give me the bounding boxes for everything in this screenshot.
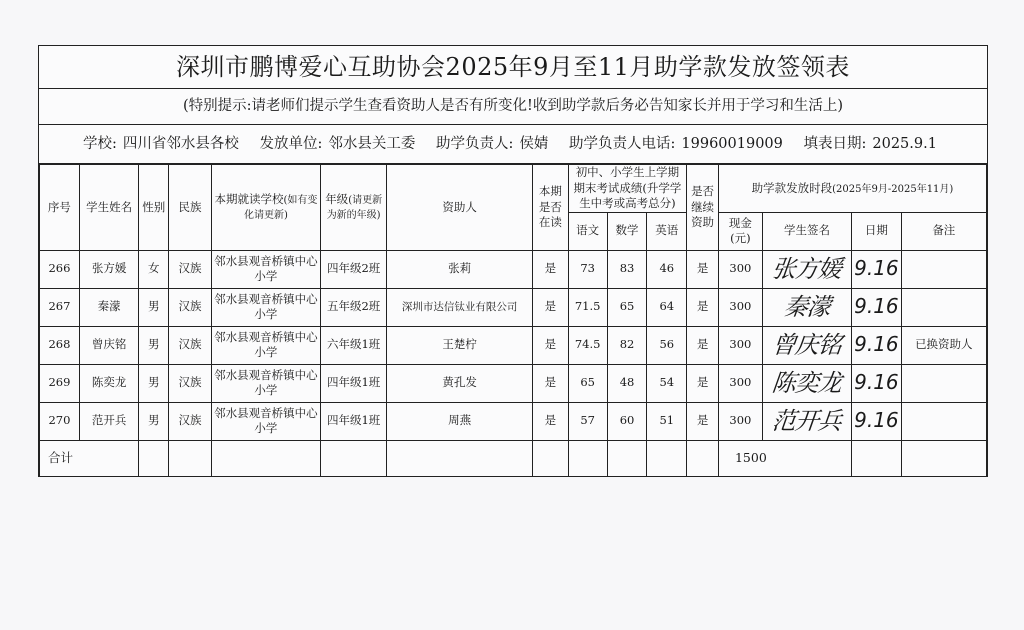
school-value: 四川省邻水县各校 [122, 136, 239, 152]
total-cash: 1500 [718, 440, 851, 476]
cell-chinese: 71.5 [568, 288, 607, 326]
contact-label: 助学负责人: [436, 136, 514, 152]
cell-chinese: 73 [568, 250, 607, 288]
col-enrolled: 本期是否在读 [532, 165, 568, 251]
cell-sponsor: 黄孔发 [387, 364, 533, 402]
cell-enrolled: 是 [532, 326, 568, 364]
handwritten-date: 9.16 [854, 332, 899, 357]
table-row [40, 288, 987, 326]
table-row [40, 326, 987, 364]
cell-remark: 已换资助人 [901, 326, 986, 364]
cell-grade: 五年级2班 [320, 288, 386, 326]
cell-continue: 是 [687, 250, 719, 288]
cell-signature [762, 288, 851, 326]
cell-english: 46 [647, 250, 687, 288]
col-chinese: 语文 [568, 212, 607, 250]
cell-remark [901, 364, 986, 402]
cell-grade: 六年级1班 [320, 326, 386, 364]
col-name: 学生姓名 [79, 165, 139, 251]
cell-date [852, 364, 902, 402]
cell-cash: 300 [718, 326, 762, 364]
disbursement-table [39, 164, 987, 477]
col-gender: 性别 [139, 165, 169, 251]
cell-seq: 266 [40, 250, 80, 288]
cell-gender: 男 [139, 288, 169, 326]
col-remark: 备注 [901, 212, 986, 250]
cell-ethnicity: 汉族 [169, 326, 212, 364]
cell-continue: 是 [687, 288, 719, 326]
cell-math: 60 [607, 402, 647, 440]
handwritten-signature: 范开兵 [770, 406, 843, 435]
col-school: 本期就读学校(如有变化请更新) [211, 165, 320, 251]
cell-remark [901, 250, 986, 288]
cell-english: 56 [647, 326, 687, 364]
phone-value: 19960019009 [681, 136, 783, 152]
col-signature: 学生签名 [762, 212, 851, 250]
col-ethnicity: 民族 [169, 165, 212, 251]
cell-grade: 四年级2班 [320, 250, 386, 288]
handwritten-date: 9.16 [854, 256, 899, 281]
cell-cash: 300 [718, 402, 762, 440]
cell-school: 邻水县观音桥镇中心小学 [211, 364, 320, 402]
col-math: 数学 [607, 212, 647, 250]
col-sponsor: 资助人 [387, 165, 533, 251]
cell-english: 54 [647, 364, 687, 402]
cell-date [852, 250, 902, 288]
cell-date [852, 326, 902, 364]
col-english: 英语 [647, 212, 687, 250]
col-date: 日期 [852, 212, 902, 250]
cell-sponsor: 周燕 [387, 402, 533, 440]
col-grade: 年级(请更新为新的年级) [320, 165, 386, 251]
cell-continue: 是 [687, 326, 719, 364]
cell-cash: 300 [718, 250, 762, 288]
date-label: 填表日期: [803, 136, 867, 152]
cell-remark [901, 288, 986, 326]
cell-name: 曾庆铭 [79, 326, 139, 364]
cell-enrolled: 是 [532, 250, 568, 288]
cell-date [852, 288, 902, 326]
cell-signature [762, 250, 851, 288]
school-label: 学校: [83, 136, 117, 152]
cell-name: 范开兵 [79, 402, 139, 440]
cell-ethnicity: 汉族 [169, 250, 212, 288]
table-row [40, 250, 987, 288]
table-row [40, 364, 987, 402]
cell-school: 邻水县观音桥镇中心小学 [211, 326, 320, 364]
cell-enrolled: 是 [532, 364, 568, 402]
cell-name: 秦濛 [79, 288, 139, 326]
col-seq: 序号 [40, 165, 80, 251]
issuer-label: 发放单位: [259, 136, 323, 152]
col-period-group: 助学款发放时段(2025年9月-2025年11月) [718, 165, 986, 213]
cell-enrolled: 是 [532, 402, 568, 440]
cell-math: 83 [607, 250, 647, 288]
cell-grade: 四年级1班 [320, 364, 386, 402]
issuer-value: 邻水县关工委 [328, 136, 416, 152]
col-cash: 现金(元) [718, 212, 762, 250]
cell-continue: 是 [687, 402, 719, 440]
total-row [40, 440, 987, 476]
total-label: 合计 [40, 440, 139, 476]
cell-math: 48 [607, 364, 647, 402]
special-notice: (特别提示:请老师们提示学生查看资助人是否有所变化!收到助学款后务必告知家长并用于学习和生活上) [39, 88, 987, 125]
cell-school: 邻水县观音桥镇中心小学 [211, 402, 320, 440]
cell-name: 陈奕龙 [79, 364, 139, 402]
handwritten-date: 9.16 [854, 294, 899, 319]
cell-continue: 是 [687, 364, 719, 402]
col-scores-group: 初中、小学生上学期期末考试成绩(升学学生中考或高考总分) [568, 165, 686, 213]
cell-seq: 269 [40, 364, 80, 402]
cell-sponsor: 张莉 [387, 250, 533, 288]
phone-label: 助学负责人电话: [569, 136, 676, 152]
cell-gender: 男 [139, 364, 169, 402]
cell-chinese: 74.5 [568, 326, 607, 364]
cell-chinese: 65 [568, 364, 607, 402]
cell-signature [762, 402, 851, 440]
cell-english: 51 [647, 402, 687, 440]
cell-gender: 男 [139, 326, 169, 364]
cell-math: 82 [607, 326, 647, 364]
cell-cash: 300 [718, 288, 762, 326]
cell-name: 张方媛 [79, 250, 139, 288]
cell-school: 邻水县观音桥镇中心小学 [211, 288, 320, 326]
cell-seq: 267 [40, 288, 80, 326]
handwritten-signature: 秦濛 [782, 292, 832, 321]
sign-off-sheet [38, 45, 988, 477]
cell-remark [901, 402, 986, 440]
cell-math: 65 [607, 288, 647, 326]
cell-grade: 四年级1班 [320, 402, 386, 440]
sheet-title: 深圳市鹏博爱心互助协会2025年9月至11月助学款发放签领表 [39, 46, 987, 89]
handwritten-signature: 陈奕龙 [770, 368, 843, 397]
cell-ethnicity: 汉族 [169, 364, 212, 402]
cell-seq: 270 [40, 402, 80, 440]
cell-enrolled: 是 [532, 288, 568, 326]
table-row [40, 402, 987, 440]
cell-cash: 300 [718, 364, 762, 402]
cell-chinese: 57 [568, 402, 607, 440]
cell-signature [762, 326, 851, 364]
cell-english: 64 [647, 288, 687, 326]
cell-gender: 男 [139, 402, 169, 440]
cell-seq: 268 [40, 326, 80, 364]
col-continue: 是否继续资助 [687, 165, 719, 251]
cell-sponsor: 王楚柠 [387, 326, 533, 364]
contact-value: 侯婧 [519, 136, 549, 152]
cell-sponsor: 深圳市达信钛业有限公司 [387, 288, 533, 326]
cell-ethnicity: 汉族 [169, 402, 212, 440]
cell-ethnicity: 汉族 [169, 288, 212, 326]
info-line [39, 124, 987, 164]
handwritten-signature: 曾庆铭 [770, 330, 843, 359]
handwritten-date: 9.16 [854, 370, 899, 395]
handwritten-signature: 张方媛 [770, 254, 843, 283]
cell-school: 邻水县观音桥镇中心小学 [211, 250, 320, 288]
date-value: 2025.9.1 [872, 136, 937, 152]
cell-gender: 女 [139, 250, 169, 288]
cell-signature [762, 364, 851, 402]
cell-date [852, 402, 902, 440]
handwritten-date: 9.16 [854, 408, 899, 433]
